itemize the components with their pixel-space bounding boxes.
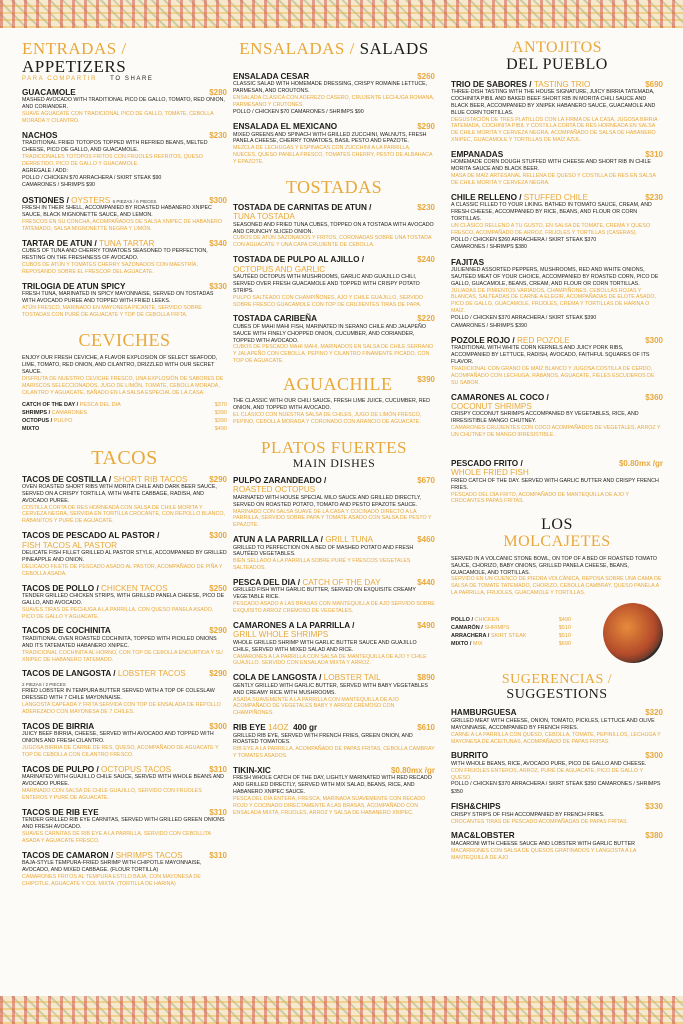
menu-item: ENSALADA EL MEXICANO $290 MIXED GREENS AND SPINACH WITH GRILLED ZUCCHINI, WALNUTS, FRESH PANELA CHEESE, CHERRY TOMATOES, BASIL PESTO AND EPAZOTE. MEZCLA DE LECHUGAS Y ESPINACAS CON ZUCCHINI A LA PARRILLA, NUECES, QUESO PANELA FRESCO, TOMATES CHERRY, PESTO DE ALBAHACA Y EPAZOTE. [233,122,435,166]
menu-item: ATUN A LA PARRILLA / GRILL TUNA $460 GRILLED TO PERFECTION ON A BED OF MASHED POTATO AND FRESH SAUTÉED VEGETABLES. BIEN SELLADO A LA PARRILLA SOBRE PURÉ Y FRESCOS VEGETALES SALTEADOS. [233,535,435,572]
column-middle [233,40,435,817]
menu-item: TACOS DE LANGOSTA / LOBSTER TACOS 2 PIEZAS / 2 PIECES $290 FRIED LOBSTER IN TEMPURA BUTTER SERVED WITH A TOP OF COLESLAW DRESSED WITH 7 CHILE MAYONNAISE. LANGOSTA CAPEADA Y FRITA SERVIDA CON TOP DE ENSALADA DE REPOLLO ADEREZADO CON MAYONESA DE 7 CHILES. [22,669,227,715]
menu-item: HAMBURGUESA $320 GRILLED MEAT WITH CHEESE, ONION, TOMATO, PICKLES, LETTUCE AND OLIVE MAYONNAISE, ACCOMPANIED BY FRENCH FRIES. CARNE A LA PARRILLA CON QUESO, CEBOLLA, TOMATE, PEPINILLOS, LECHUGA Y MAYONESA DE ACEITUNAS, ACOMPAÑADO DE PAPAS FRITAS. [451,708,663,745]
molcajetes-price-table: POLLO / CHICKEN $490 CAMARÓN / SHRIMPS $510 ARRACHERA / SKIRT STEAK $510 MIXTO / MIX $690 [451,617,571,648]
decorative-border-top [0,0,683,28]
column-right [451,40,663,861]
menu-item: TRILOGIA DE ATUN SPICY $330 FRESH TUNA, MARINATED IN SPICY MAYONNAISE, SERVED ON TOSTADAS WITH AVOCADO PUREE AND TOPPED WITH FRIED LEEKS. ATÚN FRESCO, MARINADO EN MAYONESA PICANTE, SERVIDO SOBRE TOSTADAS CON PURÉ DE AGUACATE Y TOP DE CEBOLLA FRITA. [22,281,227,318]
section-title-tostadas: TOSTADAS [285,176,383,197]
menu-item: TOSTADA CARIBEÑA $220 CUBES OF MAHI MAHI FISH, MARINATED IN SERANO CHILE AND JALAPEÑO SAUCE WITH FINELY CHOPPED ONION, CUCUMBER, AND CORIANDER, TOPPED WITH AVOCADO. CUBOS DE PESCADO MAHI MAHI, MARINADOS EN SALSA DE CHILE SERRANO Y JALAPEÑO CON CEBOLLA, PEPINO Y CILANTRO FINAMENTE PICADO, CON TOP DE AGUACATE. [233,314,435,365]
section-subtitle-platos: MAIN DISHES [292,456,376,471]
menu-item: TACOS DE BIRRIA $300 JUICY BEEF BIRRIA, CHEESE, SERVED WITH AVOCADO AND TOPPED WITH ONIONS AND FRESH CILANTRO. JUGOSA BIRRIA DE CARNE DE RES, QUESO, ACOMPAÑADO DE AGUACATE Y TOP DE CEBOLLA CON CILANTRO FRESCO. [22,721,227,758]
menu-item: TIKIN-XIC $0.80mx /gr FRESH WHOLE CATCH OF THE DAY, LIGHTLY MARINATED WITH RED RECADO AND GRILLED DIRECTLY, SERVED WITH MIX SALAD, BEANS, RICE, AND HABANERO XNIPEC SAUCE. PESCA DEL DÍA ENTERA, FRESCA, MARINADA SUAVEMENTE CON RECADO ROJO Y COCINADO DIRECTAMENTE A LAS BRASAS, ACOMPAÑADO CON ENSALADA MIXTA, FRIJOLES, ARROZ Y SALSA DE HABANERO XNIPEC. [233,766,435,816]
menu-item: CAMARONES A LA PARRILLA / GRILL WHOLE SHRIMPS $490 WHOLE GRILLED SHRIMP WITH GARLIC BUTTER SAUCE AND GUAJILLO CHILE, SERVED WITH MIXED SALAD AND RICE. CAMARONES A LA PARRILLA CON SALSA DE MANTEQUILLA DE AJO Y CHILE GUAJILLO. SERVIDO CON ENSALADA MIXTA Y ARROZ. [233,620,435,667]
menu-item: TACOS DE COCHINITA $290 TRADITIONAL OVEN ROASTED COCHINITA, TOPPED WITH PICKLED ONIONS AND ITS TATEMATED HABANERO XNIPEC. TRADICIONAL COCHINITA AL HORNO, CON TOP DE CEBOLLA ENCURTIDA Y SU XNIPEC DE HABANERO TATEMADO. [22,626,227,663]
menu-item: MAC&LOBSTER $380 MACARONI WITH CHEESE SAUCE AND LOBSTER WITH GARLIC BUTTER MACARRONES CON SALSA DE QUESOS GRATINADOS Y LANGOSTA A LA MANTEQUILLA DE AJO [451,831,663,861]
ceviches-description-es: DISFRUTA DE NUESTRO CEVICHE FRESCO, UNA EXPLOSIÓN DE SABORES DE MARISCOS SELECCIONADOS, JUGO DE LIMÓN, TOMATE, CEBOLLA MORADA, CILANTRO Y AGUACATE, BAÑADO EN LA SALSA ESPECIAL DE LA CASA. [22,376,224,396]
section-title-tacos: TACOS [91,446,158,469]
menu-item: TARTAR DE ATUN / TUNA TARTAR $340 CUBES OF TUNA AND CHERRY TOMATOES SEASONED TO PERFECTION, RESTING ON THE FRESHNESS OF AVOCADO. CUBOS DE ATÚN Y TOMATES CHERRY SAZONADOS CON MAESTRÍA, REPOSANDO SOBRE EL FRESCOR DEL AGUACATE. [22,238,227,275]
ceviches-description: ENJOY OUR FRESH CEVICHE, A FLAVOR EXPLOSION OF SELECT SEAFOOD, LIME, TOMATO, RED ONION, AND CILANTRO, DRIZZLED WITH OUR SECRET SAUCE. [22,355,218,376]
menu-item: TACOS DE CAMARON / SHRIMPS TACOS $310 BAJA-STYLE TEMPURA-FRIED SHRIMP WITH CHIPOTLE MAYONNAISE, AVOCADO, AND MIXED CABBAGE. (FLOUR TORTILLA) CAMARONES FRITOS AL TEMPURA ESTILO BAJA, CON MAYONESA DE CHIPOTLE, AGUACATE Y COL MIXTA. (TORTILLA DE HARINA) [22,850,227,887]
menu-item: TACOS DE PESCADO AL PASTOR / FISH TACOS AL PASTOR $300 DELICATE FISH FILLET GRILLED AL PASTOR STYLE, ACCOMPANIED BY GRILLED PINEAPPLE AND ONION. DELICADO FILETE DE PESCADO ASADO AL PASTOR, ACOMPAÑADO DE PIÑA Y CEBOLLA ASADA. [22,531,227,577]
menu-item: RIB EYE 14OZ 400 gr $610 GRILLED RIB EYE, SERVED WITH FRENCH FRIES, GREEN ONION, AND ROASTED TOMATOES. RIB EYE A LA PARRILLA, ACOMPAÑADO DE PAPAS FRITAS, CEBOLLA CAMBRAY Y TOMATES ASADOS. [233,723,435,760]
section-title-sugerencias: SUGERENCIAS / SUGGESTIONS [501,672,613,702]
menu-item: FAJITAS JULIENNED ASSORTED PEPPERS, MUSHROOMS, RED AND WHITE ONIONS, SAUTÉED MEAT OF YOUR CHOICE, ACCOMPANIED BY ROASTED CORN, PICO DE GALLO, GUACAMOLE, BEANS, CREAM, AND FLOUR OR CORN TORTILLAS. JULIADAS DE PIMIENTOS VARIADOS, CHAMPIÑONES, CEBOLLAS ROJAS Y BLANCAS, SALTEADAS DE CARNE A ELEGIR, ACOMPAÑADAS DE ELOTE ASADO, PICO DE GALLO, GUACAMOLE, FRIJOLES, CREMA Y TORTILLAS DE HARINA O MAÍZ. POLLO / CHICKEN $370 ARRACHERA / SKIRT STEAK $390 CAMARONES / SHRIMPS $390 [451,257,659,329]
section-title-platos: PLATOS FUERTES [261,438,407,458]
menu-item: NACHOS $230 TRADITIONAL FRIED TOTOPOS TOPPED WITH REFRIED BEANS, MELTED CHEESE, PICO DE GALLO, AND GUACAMOLE. TRADICIONALES TOTOPOS FRITOS CON FRIJOLES REFRITOS, QUESO DERRETIDO, PICO DE GALLO Y GUACAMOLE. AGREGALE / ADD: POLLO / CHICKEN $70 ARRACHERA / SKIRT STEAK $90 CAMARONES / SHRIMPS $90 [22,130,227,189]
menu-item: COLA DE LANGOSTA / LOBSTER TAIL $890 GENTLY GRILLED WITH GARLIC BUTTER, SERVED WITH BABY VEGETABLES AND CREAMY RICE WITH MUSHROOMS. ASADA SUAVEMENTE A LA PARRILLA CON MANTEQUILLA DE AJO ACOMPAÑADO DE VEGETALES BABY Y ARROZ CREMOSO CON CHAMPIÑONES. [233,673,435,717]
menu-item: POZOLE ROJO / RED POZOLE $300 TRADITIONAL WITH WHITE CORN KERNELS AND JUICY PORK RIBS, ACCOMPANIED BY LETTUCE, RADISH, AVOCADO, FAITHFUL SQUARES OF ITS FLAVOR. TRADICIONAL CON GRANO DE MAÍZ BLANCO Y JUGOSA COSTILLA DE CERDO, ACOMPAÑADO CON LECHUGA, RÁBANOS, AGUACATE, FIELES ESCUDEROS DE SU SABOR. [451,335,663,386]
section-subtitle-entradas: PARA COMPARTIR TO SHARE [22,75,154,82]
molcajetes-description: SERVED IN A VOLCANIC STONE BOWL, ON TOP OF A BED OF ROASTED TOMATO SAUCE, CHORIZO, BABY ONIONS, GRILLED PANELA CHEESE, BEANS, GUACAMOLE, AND TORTILLAS. [451,555,658,576]
section-title-entradas: ENTRADAS / APPETIZERS [22,39,127,76]
section-title-antojitos: ANTOJITOS DEL PUEBLO [506,39,608,73]
section-title-molcajetes: LOS MOLCAJETES [503,516,611,551]
menu-item: TOSTADA DE CARNITAS DE ATUN / TUNA TOSTADA $230 SEASONED AND FRIED TUNA CUBES, TOPPED ON A TOSTADA WITH AVOCADO AND CRUNCHY SLICED ONION. CUBOS DE ATÚN SAZONADOS Y FRITOS, CORONADAS SOBRE UNA TOSTADA CON AGUACATE Y UNA CAPA CRUJIENTE DE CEBOLLA. [233,202,435,249]
molcajete-photo [603,603,663,663]
section-title-ceviches: CEVICHES [78,329,171,350]
menu-item: ENSALADA CESAR $260 CLASSIC SALAD WITH HOMEMADE DRESSING, CRISPY ROMAINE LETTUCE, PARMESAN, AND CROUTONS. ENSALADA CLÁSICA CON ADEREZO CASERO, CRUJIENTE LECHUGA ROMANA, PARMESANO Y CRUTONES. POLLO / CHICKEN $70 CAMARONES / SHRIMPS $90 [233,71,435,115]
menu-item: GUACAMOLE $280 MASHED AVOCADO WITH TRADITIONAL PICO DE GALLO, TOMATO, RED ONION, AND CORIANDER. SUAVE AGUACATE CON TRADICIONAL PICO DE GALLO, TOMATE, CEBOLLA MORADA Y CILANTRO. [22,87,227,124]
menu-item: TACOS DE COSTILLA / SHORT RIB TACOS $290 OVEN ROASTED SHORT RIBS WITH MORITA CHILE AND DARK BEER SAUCE, SERVED ON A CRISPY TORTILLA, WITH WHITE CABBAGE, RADISH, AND AVOCADO PUREE. COSTILLA CORTA DE RES HORNEADA CON SALSA DE CHILE MORITA Y CERVEZA NEGRA, SERVIDA EN TORTILLA CROCANTE, CON REPOLLO BLANCO, RÁBANITOS Y PURÉ DE AGUACATE. [22,474,227,525]
molcajetes-description-es: SERVIDO EN UN CUENCO DE PIEDRA VOLCÁNICA, REPOSA SOBRE UNA CAMA DE SALSA DE TOMATE TATEMADO, CHORIZO, CEBOLLA CAMBRAY, QUESO PANELA A LA PARRILLA, FRIJOLES, GUACAMOLE Y TORTILLAS. [451,576,662,597]
molcajetes-price-block [451,603,663,663]
aguachile-description-es: EL CLÁSICO CON NUESTRA SALSA DE CHILES, JUGO DE LIMÓN FRESCO, PEPINO, CEBOLLA MORADA Y CORONADO CON ARANCIO DE AGUACATE. [233,411,422,425]
menu-item: TOSTADA DE PULPO AL AJILLO / OCTOPUS AND GARLIC $240 SAUTÉED OCTOPUS WITH MUSHROOMS, GARLIC AND GUAJILLO CHILI, SERVED OVER FRESH GUACAMOLE AND TOPPED WITH CRISPY POTATO STRIPS. PULPO SALTEADO CON CHAMPIÑONES, AJO Y CHILE GUAJILLO, SERVIDO SOBRE FRESCO GUACAMOLE CON TOP DE CRUJIENTES TIRAS DE PAPA. [233,255,435,308]
aguachile-description: THE CLASSIC WITH OUR CHILI SAUCE, FRESH LIME JUICE, CUCUMBER, RED ONION, AND TOPPED WITH AVOCADO. [233,397,430,411]
ceviches-price-table: CATCH OF THE DAY / PESCA DEL DIA $370 SHRIMPS / CAMARONES $390 OCTOPUS / PULPO $390 MIXTO $490 [22,401,227,432]
menu-item: FISH&CHIPS $330 CRISPY STRIPS OF FISH ACCOMPANIED BY FRENCH FRIES. CROCANTES TIRAS DE PESCADO ACOMPAÑADAS DE PAPAS FRITAS. [451,802,663,825]
menu-item: PESCA DEL DIA / CATCH OF THE DAY $440 GRILLED FISH WITH GARLIC BUTTER, SERVED ON EXQUISITE CREAMY VEGETABLE RICE. PESCADO ASADO A LAS BRASAS CON MANTEQUILLA DE AJO SERVIDO SOBRE EXQUISITO ARROZ CREMOSO DE VEGETALES. [233,578,435,615]
menu-item: BURRITO $300 WITH WHOLE BEANS, RICE, AVOCADO PURE, PICO DE GALLO AND CHEESE. CON FRIJOLES ENTEROS, ARROZ, PURÉ DE AGUACATE, PICO DE GALLO Y QUESO. POLLO / CHICKEN $370 ARRACHERA / SKIRT STEAK $350 CAMARONES / SHRIMPS $350 [451,751,663,795]
aguachile-header: AGUACHILE $390 [283,374,435,395]
menu-item: TACOS DE RIB EYE $310 TENDER GRILLED RIB EYE CARNITAS, SERVED WITH GRILLED GREEN ONIONS AND FRESH AVOCADO. SUAVES CARNITAS DE RIB EYE A LA PARRILLA, SERVIDO CON CEBOLLITA ASADA Y AGUACATE FRESCO. [22,807,227,844]
section-title-ensaladas: ENSALADAS / SALADS [239,39,429,58]
menu-item: TACOS DE PULPO / OCTOPUS TACOS $310 MARINATED WITH GUAJILLO CHILE SAUCE, SERVED WITH WHOLE BEANS AND AVOCADO PUREE. MARINADO CON SALSA DE CHILE GUAJILLO, SERVIDO CON FRIJOLES ENTEROS Y PURÉ DE AGUACATE. [22,764,227,801]
menu-item: TACOS DE POLLO / CHICKEN TACOS $250 TENDER GRILLED CHICKEN STRIPS, WITH GRILLED PANELA CHEESE, PICO DE GALLO, AND AVOCADO. SUAVES TIRAS DE PECHUGA A LA PARRILLA, CON QUESO PANELA ASADO, PICO DE GALLO Y AGUACATE. [22,583,227,620]
menu-item: TRIO DE SABORES / TASTING TRIO $690 THREE-DISH TASTING WITH THE HOUSE SIGNATURE, JUICY BIRRIA TATEMADA, COCHINITA PIBIL AND BAKED BEEF SHORT RIB IN MORITA CHILI SAUCE AND BLACK BEER, ACCOMPANIED BY XNIPEK HABANERO SAUCE, GUACAMOLE AND BLUE CORN TORTILLAS. DEGUSTACIÓN DE TRES PLATILLOS CON LA FIRMA DE LA CASA, JUGOSA BIRRIA TATEMADA, COCHINITA PIBIL Y COSTILLA CORTA DE RES HORNEADA EN SALSA DE CHILE MORITA Y CERVEZA NEGRA, ACOMPAÑADO DE SALSA DE HABANERO XNIPEC, GUACAMOLE Y TORTILLAS DE MAÍZ AZUL. [451,79,663,144]
menu-item: CHILE RELLENO / STUFFED CHILE $230 A CLASSIC FILLED TO YOUR LIKING. BATHED IN TOMATO SAUCE, CREAM, AND FRESH CHEESE, ACCOMPANIED BY RICE, BEANS, AND FLOUR OR CORN TORTILLAS. UN CLÁSICO RELLENO A TU GUSTO, EN SALSA DE TOMATE, CREMA Y QUESO FRESCO, ACOMPAÑADO DE ARROZ, FRIJOLES Y TORTILLAS (CASERAS). POLLO / CHICKEN $260 ARRACHERA / SKIRT STEAK $370 CAMARONES / SHRIMPS $380 [451,192,663,251]
menu-item: EMPANADAS $310 HOMEMADE CORN DOUGH STUFFED WITH CHEESE AND SHORT RIB IN CHILE MORITA SAUCE AND BLACK BEER. MASA DE MAÍZ ARTESANAL RELLENA DE QUESO Y COSTILLA DE RES EN SALSA DE CHILE MORITA Y CERVEZA NEGRA. [451,150,663,187]
menu-item: CAMARONES AL COCO / COCONUT SHRIMPS $360 CRISPY COCONUT SHRIMPS ACCOMPANIED BY VEGETABLES, RICE, AND IRRESISTIBLE MANGO CHUTNEY. CAMARONES CRUJIENTES CON COCO ACOMPAÑADOS DE VEGETALES, ARROZ Y UN CHUTNEY DE MANGO IRRESISTIBLE. [451,392,663,439]
column-left [22,40,227,887]
menu-item: OSTIONES / OYSTERS 6 PIEZAS / 6 PIECES $300 FRESH IN THEIR SHELL, ACCOMPANIED BY ROASTED HABANERO XNIPEC SAUCE, BLACK MIGNONETTE SAUCE, AND LEMON. FRESCOS EN SU CONCHA, ACOMPAÑADOS DE SALSA XNIPEC DE HABANERO TATEMADO, SALSA MIGNONETTE NEGRA Y LIMÓN. [22,195,227,232]
menu-item: PESCADO FRITO / WHOLE FRIED FISH $0.80mx /gr FRIED CATCH OF THE DAY. SERVED WITH GARLIC BUTTER AND CRISPY FRENCH FRIES. PESCADO DEL DÍA FRITO, ACOMPAÑADO DE MANTEQUILLA DE AJO Y CROCANTES PAPAS FRITAS. [451,458,663,505]
menu-item: PULPO ZARANDEADO / ROASTED OCTOPUS $670 MARINATED WITH HOUSE SPECIAL MILD SAUCE AND GRILLED DIRECTLY, SERVED ON ROASTED POTATO, TOMATO AND PESTO EPAZOTE SAUCE. MARINADO CON SALSA SUAVE DE LA CASA Y COCINADO DIRECTO A LA PARRILLA, SERVIDO SOBRE PAPA Y TOMATE ASADO CON SALSA DE PESTO Y EPAZOTE. [233,475,435,529]
decorative-border-bottom [0,996,683,1024]
